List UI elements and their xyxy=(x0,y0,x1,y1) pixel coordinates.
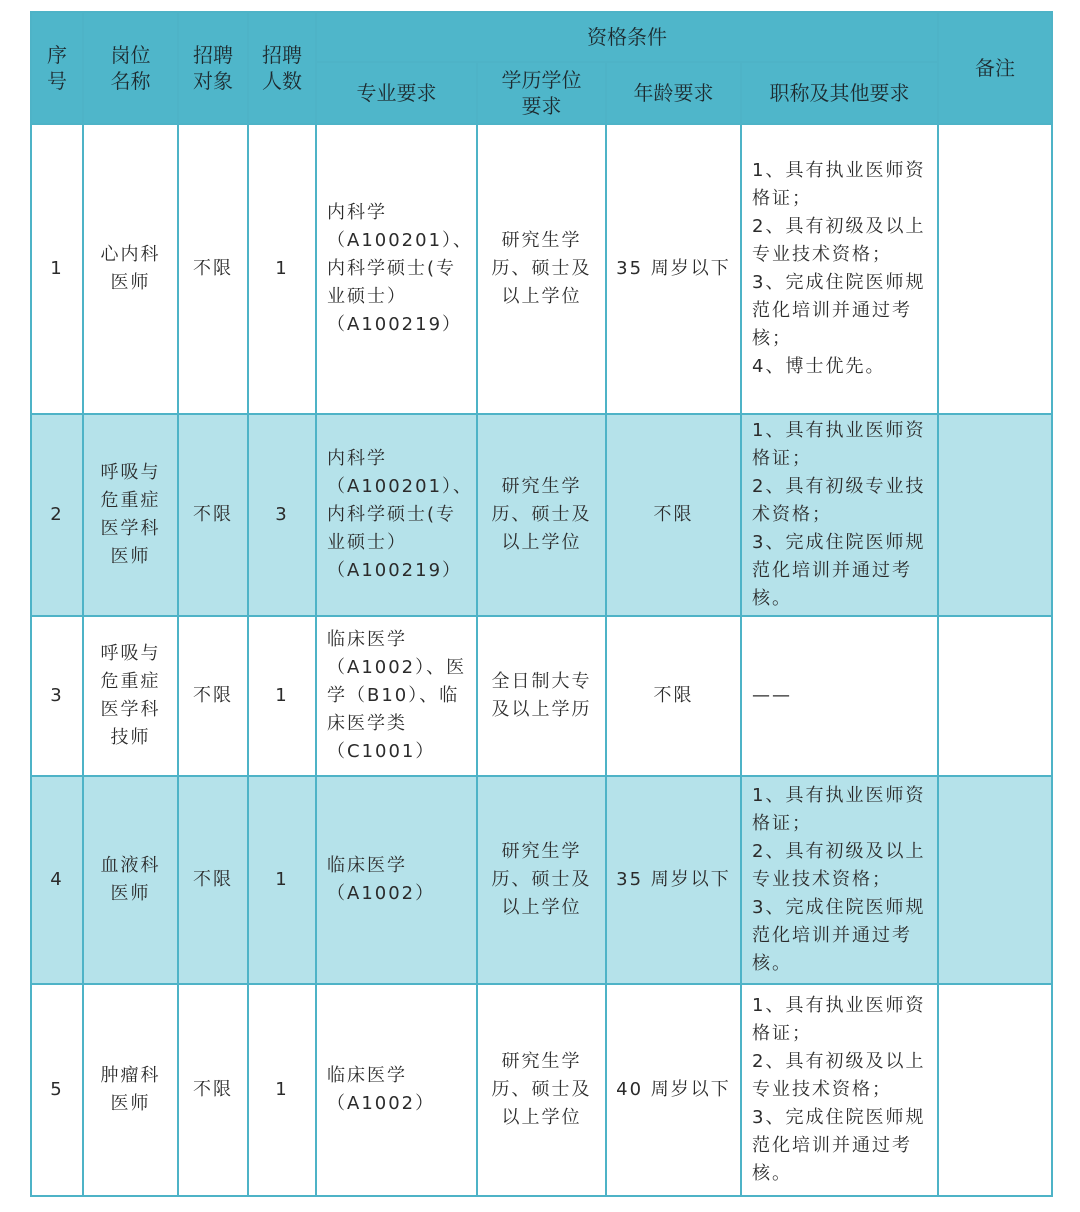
cell-education: 研究生学 历、硕士及 以上学位 xyxy=(477,984,606,1196)
cell-age: 不限 xyxy=(606,414,741,616)
cell-seq: 1 xyxy=(31,124,83,414)
header-qualification: 资格条件 xyxy=(316,12,938,62)
table-row xyxy=(31,616,1052,776)
cell-other-requirements: —— xyxy=(741,616,938,776)
header-count: 招聘 人数 xyxy=(248,12,316,124)
cell-seq: 4 xyxy=(31,776,83,984)
cell-major: 内科学 （A100201）、内科学硕士(专业硕士） （A100219） xyxy=(316,124,477,414)
cell-age: 40 周岁以下 xyxy=(606,984,741,1196)
cell-other-requirements: 1、具有执业医师资格证； 2、具有初级及以上专业技术资格； 3、完成住院医师规范化培训并通过考核。 xyxy=(741,984,938,1196)
cell-education: 全日制大专 及以上学历 xyxy=(477,616,606,776)
cell-position-name: 呼吸与 危重症 医学科 医师 xyxy=(83,414,178,616)
table-row xyxy=(31,776,1052,984)
header-position-name: 岗位 名称 xyxy=(83,12,178,124)
header-major: 专业要求 xyxy=(316,62,477,124)
cell-age: 35 周岁以下 xyxy=(606,124,741,414)
cell-position-name: 肿瘤科 医师 xyxy=(83,984,178,1196)
cell-target: 不限 xyxy=(178,414,248,616)
table-row xyxy=(31,124,1052,414)
cell-seq: 5 xyxy=(31,984,83,1196)
cell-target: 不限 xyxy=(178,124,248,414)
cell-education: 研究生学 历、硕士及 以上学位 xyxy=(477,414,606,616)
cell-count: 1 xyxy=(248,776,316,984)
cell-count: 1 xyxy=(248,984,316,1196)
cell-seq: 2 xyxy=(31,414,83,616)
cell-target: 不限 xyxy=(178,616,248,776)
cell-other-requirements: 1、具有执业医师资格证； 2、具有初级专业技术资格； 3、完成住院医师规范化培训并通过考核。 xyxy=(741,414,938,616)
cell-remark xyxy=(938,984,1052,1196)
cell-remark xyxy=(938,616,1052,776)
header-education: 学历学位 要求 xyxy=(477,62,606,124)
recruitment-table xyxy=(30,11,1053,1197)
cell-education: 研究生学 历、硕士及 以上学位 xyxy=(477,124,606,414)
header-target: 招聘 对象 xyxy=(178,12,248,124)
header-age: 年龄要求 xyxy=(606,62,741,124)
cell-other-requirements: 1、具有执业医师资格证； 2、具有初级及以上专业技术资格； 3、完成住院医师规范化培训并通过考核； 4、博士优先。 xyxy=(741,124,938,414)
table-row xyxy=(31,984,1052,1196)
cell-major: 内科学 （A100201）、内科学硕士(专业硕士） （A100219） xyxy=(316,414,477,616)
cell-age: 35 周岁以下 xyxy=(606,776,741,984)
cell-major: 临床医学 （A1002） xyxy=(316,776,477,984)
cell-major: 临床医学 （A1002） xyxy=(316,984,477,1196)
cell-position-name: 心内科 医师 xyxy=(83,124,178,414)
header-seq: 序 号 xyxy=(31,12,83,124)
cell-position-name: 呼吸与 危重症 医学科 技师 xyxy=(83,616,178,776)
cell-age: 不限 xyxy=(606,616,741,776)
cell-count: 3 xyxy=(248,414,316,616)
cell-position-name: 血液科 医师 xyxy=(83,776,178,984)
cell-remark xyxy=(938,124,1052,414)
cell-major: 临床医学 （A1002）、医学（B10）、临床医学类 （C1001） xyxy=(316,616,477,776)
cell-count: 1 xyxy=(248,124,316,414)
cell-target: 不限 xyxy=(178,776,248,984)
cell-remark xyxy=(938,776,1052,984)
cell-count: 1 xyxy=(248,616,316,776)
cell-education: 研究生学 历、硕士及 以上学位 xyxy=(477,776,606,984)
table-row xyxy=(31,414,1052,616)
header-title-other: 职称及其他要求 xyxy=(741,62,938,124)
header-remarks: 备注 xyxy=(938,12,1052,124)
cell-other-requirements: 1、具有执业医师资格证； 2、具有初级及以上专业技术资格； 3、完成住院医师规范化培训并通过考核。 xyxy=(741,776,938,984)
cell-target: 不限 xyxy=(178,984,248,1196)
cell-remark xyxy=(938,414,1052,616)
cell-seq: 3 xyxy=(31,616,83,776)
